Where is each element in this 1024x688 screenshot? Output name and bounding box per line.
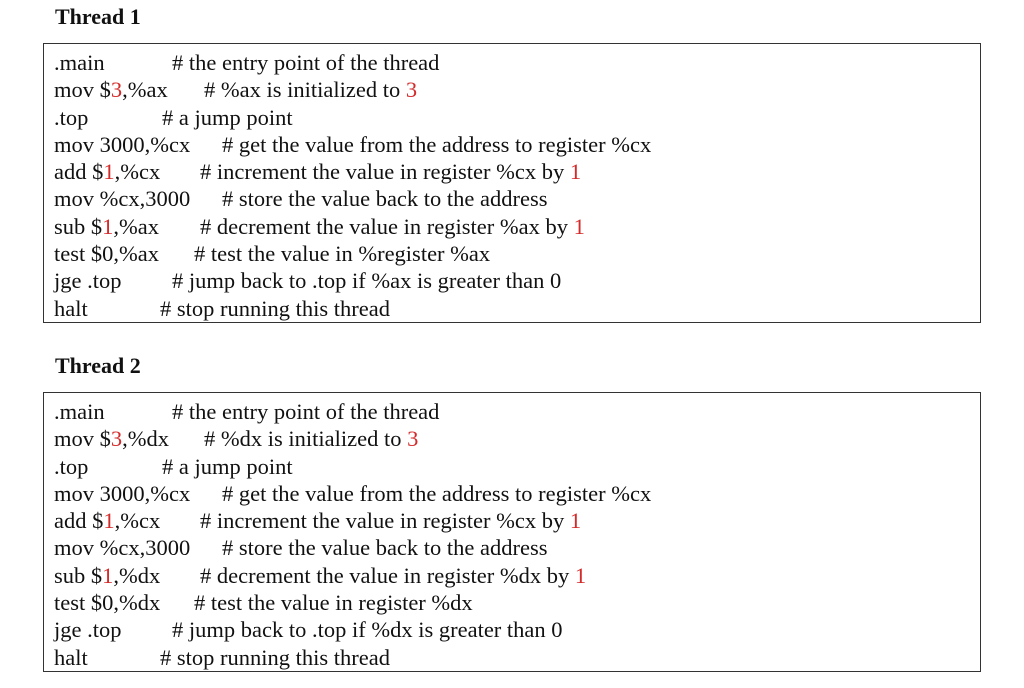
code-comment (160, 644, 390, 671)
code-comment (172, 398, 439, 425)
instruction-number: 3 (110, 426, 123, 452)
instruction (54, 644, 88, 671)
code-comment (222, 534, 548, 561)
code-comment (162, 453, 293, 480)
comment-number: 1 (573, 213, 585, 239)
instruction (54, 49, 105, 76)
code-comment (172, 267, 561, 294)
instruction (54, 616, 122, 643)
instruction-text: sub $ (54, 562, 103, 588)
comment-text: # decrement the value in register %ax by (200, 213, 574, 239)
instruction-text: add $ (54, 508, 104, 534)
instruction-text: mov %cx,3000 (54, 186, 191, 212)
instruction-text: mov %cx,3000 (54, 535, 191, 561)
code-line (54, 644, 980, 671)
code-line (54, 185, 980, 212)
instruction-number: 1 (102, 562, 114, 588)
code-line (54, 507, 980, 534)
instruction (54, 562, 160, 589)
comment-text: # the entry point of the thread (172, 399, 440, 424)
instruction-text: ,%dx (113, 562, 161, 588)
thread-2-code-box (43, 392, 981, 672)
code-line (54, 480, 980, 507)
comment-text: # test the value in register %dx (194, 590, 473, 616)
instruction-text: .top (54, 453, 89, 479)
code-line (54, 589, 980, 616)
code-comment (222, 131, 651, 158)
code-comment (200, 562, 586, 589)
code-line (54, 131, 980, 158)
instruction-text: mov $ (54, 426, 111, 452)
code-line (54, 398, 980, 425)
comment-text: # jump back to .top if %ax is greater than 0 (172, 268, 562, 294)
code-comment (200, 213, 585, 240)
instruction (54, 507, 160, 534)
comment-text: # get the value from the address to register %cx (222, 480, 652, 506)
instruction (54, 131, 190, 158)
instruction-number: 1 (103, 508, 115, 534)
instruction-text: mov 3000,%cx (54, 480, 191, 506)
instruction (54, 295, 88, 322)
instruction-text: ,%ax (113, 213, 159, 239)
code-line (54, 295, 980, 322)
code-comment (162, 104, 293, 131)
code-line (54, 425, 980, 452)
instruction-text: jge .top (54, 268, 122, 294)
comment-text: # store the value back to the address (222, 186, 548, 212)
instruction-text: .main (54, 50, 105, 75)
comment-text: # the entry point of the thread (172, 50, 440, 75)
comment-text: # jump back to .top if %dx is greater than 0 (172, 617, 563, 643)
comment-number: 3 (407, 426, 419, 452)
comment-text: # a jump point (162, 104, 293, 130)
comment-number: 3 (405, 77, 418, 103)
code-comment (172, 49, 439, 76)
code-line (54, 267, 980, 294)
code-line (54, 104, 980, 131)
code-comment (172, 616, 563, 643)
instruction (54, 185, 190, 212)
code-line (54, 562, 980, 589)
comment-number: 1 (569, 508, 582, 534)
comment-text: # increment the value in register %cx by (200, 159, 570, 185)
instruction-text: jge .top (54, 617, 122, 643)
comment-text: # %dx is initialized to (204, 426, 408, 452)
comment-text: # increment the value in register %cx by (200, 508, 570, 534)
instruction-text: test $0,%ax (54, 241, 159, 267)
code-line (54, 534, 980, 561)
comment-text: # stop running this thread (160, 644, 390, 670)
instruction (54, 76, 168, 103)
instruction-text: sub $ (54, 213, 103, 239)
instruction-text: halt (54, 644, 88, 670)
code-line (54, 453, 980, 480)
instruction-text: .top (54, 104, 89, 130)
instruction-number: 3 (110, 77, 123, 103)
instruction (54, 425, 169, 452)
comment-text: # decrement the value in register %dx by (200, 562, 575, 588)
instruction-text: ,%cx (114, 159, 161, 185)
instruction (54, 267, 122, 294)
code-line (54, 240, 980, 267)
code-comment (194, 589, 473, 616)
code-comment (194, 240, 490, 267)
instruction (54, 453, 88, 480)
code-line (54, 158, 980, 185)
code-line (54, 616, 980, 643)
instruction (54, 398, 105, 425)
instruction-text: ,%dx (122, 426, 170, 452)
instruction (54, 213, 159, 240)
comment-text: # a jump point (162, 453, 293, 479)
instruction-text: ,%ax (122, 77, 168, 103)
code-comment (222, 185, 548, 212)
comment-number: 1 (569, 159, 582, 185)
code-line (54, 76, 980, 103)
comment-text: # store the value back to the address (222, 535, 548, 561)
code-comment (200, 507, 581, 534)
code-comment (200, 158, 581, 185)
comment-number: 1 (574, 562, 587, 588)
code-comment (222, 480, 651, 507)
instruction (54, 534, 190, 561)
instruction-text: test $0,%dx (54, 590, 161, 616)
instruction-number: 1 (103, 159, 115, 185)
instruction-text: ,%cx (114, 508, 161, 534)
instruction (54, 480, 190, 507)
instruction-text: .main (54, 399, 105, 424)
code-line (54, 49, 980, 76)
instruction (54, 158, 160, 185)
instruction-number: 1 (102, 213, 114, 239)
thread-2-title: Thread 2 (55, 353, 141, 378)
code-comment (160, 295, 390, 322)
instruction-text: mov $ (54, 77, 111, 103)
thread-1-code-box (43, 43, 981, 323)
comment-text: # %ax is initialized to (204, 77, 406, 103)
instruction (54, 589, 160, 616)
instruction-text: mov 3000,%cx (54, 131, 191, 157)
comment-text: # test the value in %register %ax (194, 241, 491, 267)
comment-text: # stop running this thread (160, 295, 390, 321)
instruction-text: halt (54, 295, 88, 321)
instruction (54, 240, 159, 267)
thread-1-title: Thread 1 (55, 4, 141, 29)
code-line (54, 213, 980, 240)
instruction (54, 104, 88, 131)
code-comment (204, 425, 418, 452)
comment-text: # get the value from the address to register %cx (222, 131, 652, 157)
instruction-text: add $ (54, 159, 104, 185)
code-comment (204, 76, 417, 103)
